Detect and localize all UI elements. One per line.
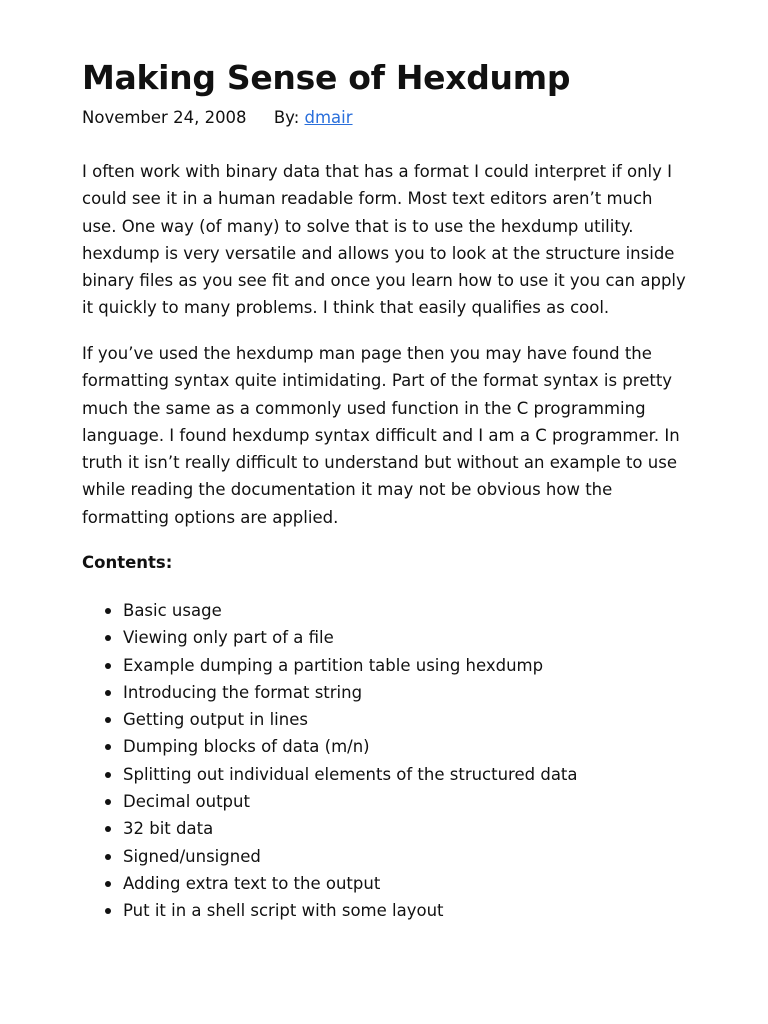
contents-item: Splitting out individual elements of the structured data bbox=[82, 761, 578, 788]
intro-paragraph: I often work with binary data that has a format I could interpret if only I could see it in a human readable form. Most text editors aren’t much use. One way (of many) to solve that is to use the hexdump utility. hexdump is very versatile and allows you to look at the structure inside binary files as you see fit and once you learn how to use it you can apply it quickly to many problems. I think that easily qualifies as cool. bbox=[82, 162, 686, 318]
contents-item: Viewing only part of a file bbox=[82, 624, 578, 651]
page-title: Making Sense of Hexdump bbox=[82, 58, 571, 97]
contents-heading: Contents: bbox=[82, 553, 173, 572]
contents-item: Example dumping a partition table using hexdump bbox=[82, 652, 578, 679]
contents-item: Signed/unsigned bbox=[82, 843, 578, 870]
contents-item: Adding extra text to the output bbox=[82, 870, 578, 897]
contents-item: 32 bit data bbox=[82, 815, 578, 842]
contents-item: Introducing the format string bbox=[82, 679, 578, 706]
contents-item: Decimal output bbox=[82, 788, 578, 815]
author-link[interactable]: dmair bbox=[304, 108, 353, 127]
contents-item: Getting output in lines bbox=[82, 706, 578, 733]
post-date: November 24, 2008 bbox=[82, 108, 247, 127]
contents-list bbox=[82, 597, 578, 925]
post-meta bbox=[82, 106, 353, 130]
contents-item: Put it in a shell script with some layout bbox=[82, 897, 578, 924]
by-label: By: bbox=[273, 108, 300, 127]
contents-item: Dumping blocks of data (m/n) bbox=[82, 733, 578, 760]
syntax-paragraph: If you’ve used the hexdump man page then you may have found the formatting syntax quite intimidating. Part of the format syntax is pretty much the same as a commonly used function in the C programming language. I found hexdump syntax difficult and I am a C programmer. In truth it isn’t really difficult to understand but without an example to use while reading the documentation it may not be obvious how the formatting options are applied. bbox=[82, 344, 680, 527]
contents-item: Basic usage bbox=[82, 597, 578, 624]
